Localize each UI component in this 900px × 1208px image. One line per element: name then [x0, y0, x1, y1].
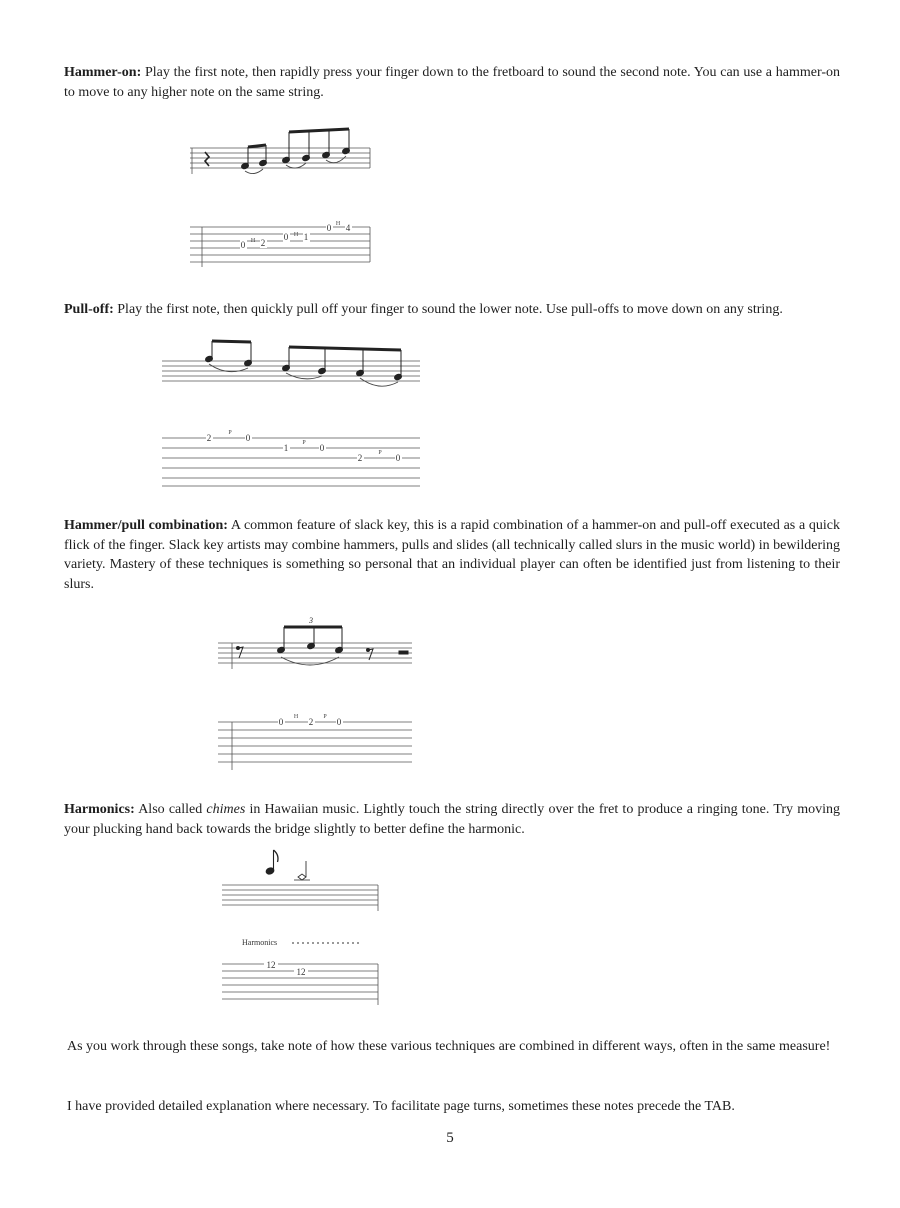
harmonics-notation	[222, 845, 384, 915]
pull-off-heading: Pull-off:	[64, 302, 114, 317]
closing-paragraph-2: I have provided detailed explanation where necessary. To facilitate page turns, sometimes these notes precede the TAB.	[67, 1099, 735, 1114]
tab-fret-number: 0	[278, 717, 284, 727]
hammer-mark: H	[293, 714, 299, 720]
hammer-on-notation	[190, 122, 375, 182]
tab-fret-number: 0	[240, 240, 246, 250]
pull-off-text: Play the first note, then quickly pull off your finger to sound the lower note. Use pull-offs to move down on any string.	[117, 302, 783, 317]
hammer-pull-notation	[218, 615, 416, 675]
hammer-pull-paragraph	[64, 516, 840, 594]
pull-off-notation	[162, 335, 424, 397]
hammer-on-heading: Hammer-on:	[64, 65, 142, 80]
pull-off-mark: P	[378, 450, 382, 456]
pull-off-mark: P	[323, 714, 327, 720]
tab-fret-number: 12	[266, 960, 276, 970]
hammer-mark: H	[250, 238, 256, 244]
pull-off-mark: P	[228, 430, 232, 436]
closing-paragraph-1: As you work through these songs, take note of how these various techniques are combined in different ways, often in the same measure!	[67, 1039, 831, 1054]
tab-fret-number: 2	[260, 238, 266, 248]
tab-fret-number: 0	[283, 232, 289, 242]
tab-fret-number: 2	[206, 433, 212, 443]
hammer-mark: H	[293, 232, 299, 238]
hammer-pull-heading: Hammer/pull combination:	[64, 518, 228, 533]
tab-fret-number: 0	[326, 223, 332, 233]
hammer-on-tab	[190, 215, 375, 270]
harmonics-tab	[222, 935, 384, 1015]
tab-fret-number: 0	[395, 453, 401, 463]
hammer-pull-tab	[218, 710, 416, 772]
harmonics-heading: Harmonics:	[64, 802, 135, 817]
hammer-mark: H	[335, 221, 341, 227]
tab-fret-number: 1	[283, 443, 289, 453]
harmonics-text-em: chimes	[206, 802, 246, 817]
pull-off-mark: P	[302, 440, 306, 446]
tab-fret-number: 12	[296, 967, 306, 977]
tab-fret-number: 4	[345, 223, 351, 233]
hammer-on-text: Play the first note, then rapidly press your finger down to the fretboard to sound the second note. You can use a hammer-on to move to any higher note on the same string.	[64, 65, 841, 100]
hammer-on-paragraph	[64, 63, 840, 102]
tab-fret-number: 0	[245, 433, 251, 443]
tab-fret-number: 2	[357, 453, 363, 463]
pull-off-paragraph	[64, 300, 840, 320]
harmonics-paragraph	[64, 800, 840, 839]
tab-fret-number: 0	[336, 717, 342, 727]
tab-fret-number: 2	[308, 717, 314, 727]
harmonics-text-after: in Hawaiian music. Lightly touch the string directly over the fret to produce a ringing tone. Try moving your plucking hand back towards the bridge slightly to better define the harmonic.	[64, 802, 840, 837]
tab-fret-number: 0	[319, 443, 325, 453]
page-number: 5	[446, 1130, 454, 1146]
tab-fret-number: 1	[303, 232, 309, 242]
harmonics-label: Harmonics	[242, 938, 278, 947]
pull-off-tab	[162, 425, 424, 490]
tuplet-number: 3	[309, 616, 313, 625]
hammer-pull-text: A common feature of slack key, this is a rapid combination of a hammer-on and pull-off executed as a quick flick of the finger. Slack key artists may combine hammers, pulls and slides (all technically called slurs in the music world) in bewildering variety. Mastery of these techniques is something so personal that an individual player can often be identified just from listening to their slurs.	[64, 518, 840, 592]
harmonics-text-before: Also called	[138, 802, 207, 817]
